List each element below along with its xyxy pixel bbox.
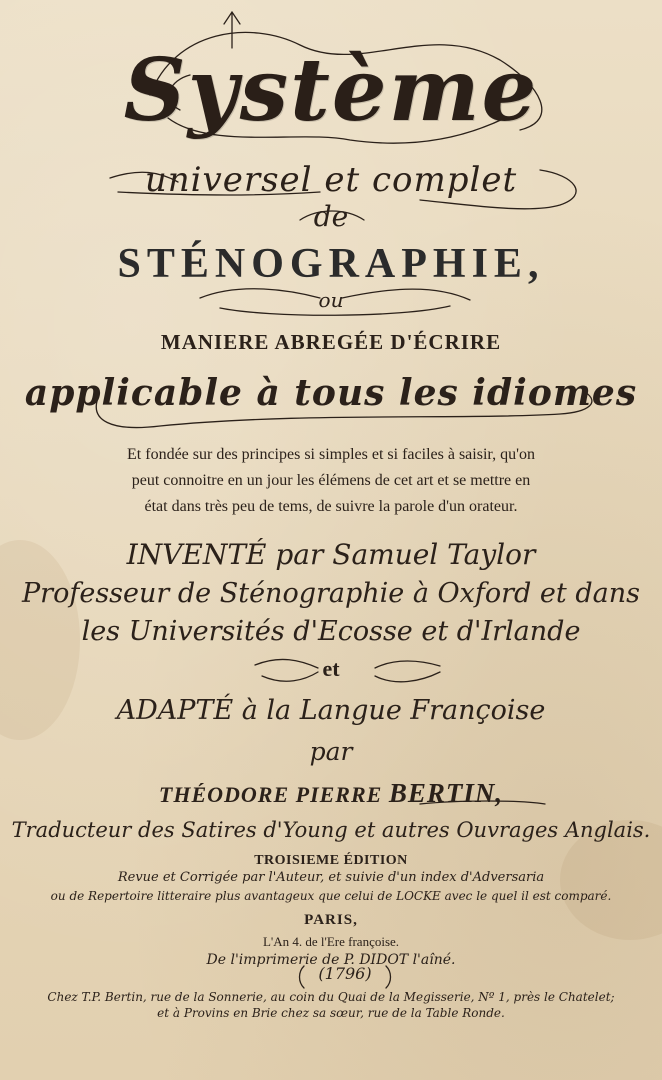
invented-by: INVENTÉ par Samuel Taylor xyxy=(126,538,536,571)
subtitle-applicable: applicable à tous les idiomes xyxy=(24,372,638,414)
subtitle-stenographie: STÉNOGRAPHIE, xyxy=(117,241,545,287)
imprint-city: PARIS, xyxy=(304,912,358,928)
subtitle-ou: ou xyxy=(318,288,344,312)
handwritten-date: (1796) xyxy=(318,964,372,983)
by-par: par xyxy=(309,737,353,766)
imprint-printer: De l'imprimerie de P. DIDOT l'aîné. xyxy=(206,952,456,968)
author-first-name: THÉODORE PIERRE xyxy=(158,782,383,807)
description-line: peut connoitre en un jour les élémens de cet art et se mettre en xyxy=(131,472,531,489)
description-line: Et fondée sur des principes si simples et si faciles à saisir, qu'on xyxy=(127,446,535,463)
edition-revue: Revue et Corrigée par l'Auteur, et suivie d'un index d'Adversaria xyxy=(117,870,545,885)
edition-repertoire: ou de Repertoire litteraire plus avantageux que celui de LOCKE avec le quel il est comparé. xyxy=(50,889,612,903)
translator-credit: Traducteur des Satires d'Young et autres Ouvrages Anglais. xyxy=(11,818,651,842)
subtitle-de: de xyxy=(313,200,349,233)
author-last-name: BERTIN, xyxy=(388,778,504,808)
edition-label: TROISIEME ÉDITION xyxy=(254,853,408,868)
imprint-year: L'An 4. de l'Ere françoise. xyxy=(262,934,400,949)
universities: les Universités d'Ecosse et d'Irlande xyxy=(81,616,581,647)
subtitle-maniere: MANIERE ABREGÉE D'ÉCRIRE xyxy=(160,330,502,354)
subtitle-universel: universel et complet xyxy=(144,160,518,200)
author-name xyxy=(0,778,662,809)
title-main: Système xyxy=(123,40,539,141)
description-line: état dans très peu de tems, de suivre la parole d'un orateur. xyxy=(144,498,518,515)
adapted-to: ADAPTÉ à la Langue Françoise xyxy=(116,695,546,726)
imprint-bookseller: Chez T.P. Bertin, rue de la Sonnerie, au coin du Quai de la Megisserie, Nº 1, près le Chatelet; xyxy=(47,990,615,1004)
imprint-provins: et à Provins en Brie chez sa sœur, rue de la Table Ronde. xyxy=(157,1006,505,1020)
conjunction-et: et xyxy=(322,656,340,681)
professor-title: Professeur de Sténographie à Oxford et dans xyxy=(22,578,640,609)
